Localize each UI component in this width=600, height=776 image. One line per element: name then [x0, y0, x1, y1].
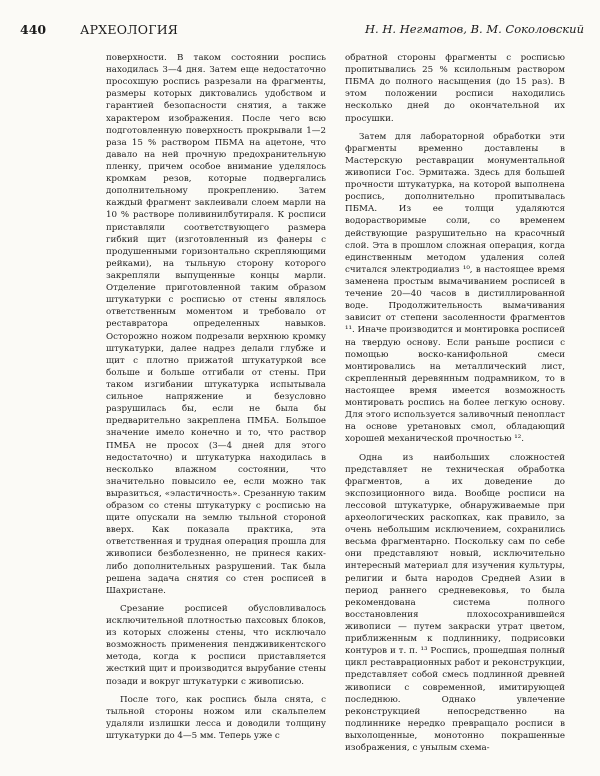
paragraph: Срезание росписей обусловливалось исключительной плотностью пахсовых блоков, из которых сложены стены, что исключало возможность применения пендживикентского метода, когда к росписи приставляется жесткий щит и производится вырубание стены позади и вокруг штукатурки с живописью. — [106, 603, 326, 687]
right-column — [345, 52, 565, 754]
paragraph: обратной стороны фрагменты с росписью пропитывались 25 % ксилольным раствором ПБМА до полного насыщения (до 15 раз). В этом положении росписи находились несколько дней до окончательной их просушки. — [345, 53, 565, 124]
paragraph: поверхности. В таком состоянии роспись находилась 3—4 дня. Затем еще недостаточно просохшую роспись разрезали на фрагменты, размеры которых диктовались удобством и гарантией безопасности снятия, а также характером изображения. После чего всю подготовленную поверхность прокрывали 1—2 раза 15 % раствором ПБМА на ацетоне, что давало на ней прочную предохранительную пленку, причем особое внимание уделялось кромкам резов, которые подвергались дополнительному прокреплению. Затем каждый фрагмент заклеивали слоем марли на 10 % растворе поливинилбутираля. К росписи приставляли соответствующего размера гибкий щит (изготовленный из фанеры с продушенными горизонтально скрепляющими рейками), на тыльную сторону которого закрепляли выпущенные концы марли. Отделение приготовленной таким образом штукатурки с росписью от стены являлось ответственным моментом и требовало от реставратора определенных навыков. Осторожно ножом подрезали верхнюю кромку штукатурки, далее надрез делали глубже и щит с плотно прижатой штукатуркой все больше и больше отгибали от стены. При таком изгибании штукатурка испытывала сильное напряжение и безусловно разрушилась бы, если не была бы предварительно закреплена ПМБА. Большое значение имело конечно и то, что раствор ПМБА не просох (3—4 дней для этого недостаточно) и штукатурка находилась в несколько влажном состоянии, что значительно повысило ее, если можно так выразиться, «эластичность». Срезанную таким образом со стены штукатурку с росписью на щите опускали на землю тыльной стороной вверх. Как показала практика, эта ответственная и трудная операция прошла для живописи безболезненно, не принеся каких-либо дополнительных разрушений. Так была решена задача снятия со стен росписей в Шахристане. — [106, 53, 326, 596]
paragraph: Затем для лабораторной обработки эти фрагменты временно доставлены в Мастерскую реставрации монументальной живописи Гос. Эрмитажа. Здесь для большей прочности штукатурка, на которой выполнена роспись, дополнительно пропитывалась ПБМА. Из ее толщи удаляются водорастворимые соли, со временем действующие разрушительно на красочный слой. Эта в прошлом сложная операция, когда единственным методом удаления солей считался электродиализ ¹⁰, в настоящее время заменена простым вымачиванием росписей в течение 20—40 часов в дистиллированной воде. Продолжительность вымачивания зависит от степени засоленности фрагментов ¹¹. Иначе производится и монтировка росписей на твердую основу. Если раньше росписи с помощью воско-канифольной смеси монтировались на металлический лист, скрепленный деревянным подрамником, то в настоящее время имеется возможность монтировать роспись на более легкую основу. Для этого используется заливочный пенопласт на основе уретановых смол, обладающий хорошей механической прочностью ¹². — [345, 131, 565, 445]
paragraph: После того, как роспись была снята, с тыльной стороны ножом или скальпелем удаляли излишки лесса и доводили толщину штукатурки до 4—5 мм. Теперь уже с — [106, 694, 326, 742]
running-header — [14, 22, 586, 38]
paragraph: Одна из наибольших сложностей представляет не техническая обработка фрагментов, а их доведение до экспозиционного вида. Вообще росписи на лессовой штукатурке, обнаруживаемые при археологических раскопках, как правило, за очень небольшим исключением, сохранились весьма фрагментарно. Поскольку сам по себе они представляют новый, исключительно интересный материал для изучения культуры, религии и быта народов Средней Азии в период раннего средневековья, то была рекомендована система полного восстановления плохосохранившейся живописи — путем закраски утрат цветом, приближенным к подлиннику, подрисовки контуров и т. п. ¹³ Роспись, прошедшая полный цикл реставрационных работ и реконструкции, представляет собой смесь подлинной древней живописи с современной, имитирующей последнюю. Однако увлечение реконструкцией непосредственно на подлиннике нередко превращало росписи в выхолощенные, монотонно покрашенные изображения, с унылым схема- — [345, 452, 565, 754]
page-number: 440 — [20, 22, 47, 37]
left-column — [106, 52, 326, 742]
authors: Н. Н. Негматов, В. М. Соколовский — [365, 22, 584, 36]
section-title: АРХЕОЛОГИЯ — [80, 22, 179, 37]
